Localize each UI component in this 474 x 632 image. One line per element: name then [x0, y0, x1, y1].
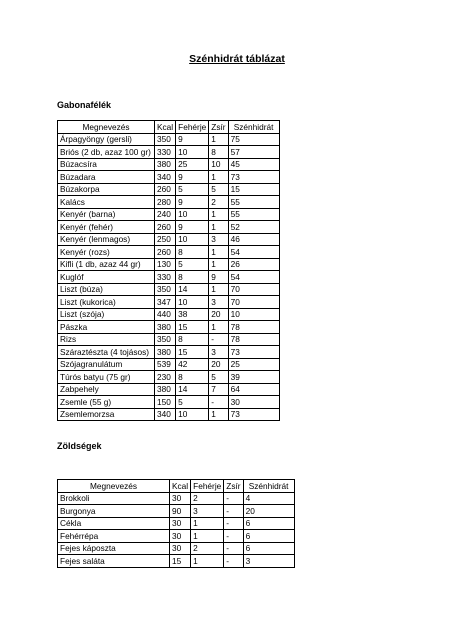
table-row — [58, 183, 280, 196]
table-row — [58, 383, 280, 396]
table-cell: 2 — [191, 542, 224, 555]
table-cell: 350 — [155, 283, 176, 296]
table-cell: Kuglóf — [58, 271, 155, 284]
table-cell: 38 — [176, 308, 209, 321]
table-cell: 380 — [155, 383, 176, 396]
table-cell: 280 — [155, 196, 176, 209]
table-cell: 52 — [228, 221, 279, 234]
table-cell: 3 — [209, 346, 228, 359]
column-header: Szénhidrát — [228, 121, 279, 134]
table-cell: 20 — [243, 505, 294, 518]
table-cell: 240 — [155, 208, 176, 221]
table-row — [58, 271, 280, 284]
table-cell: 340 — [155, 408, 176, 421]
table-cell: 2 — [209, 196, 228, 209]
table-cell: 54 — [228, 246, 279, 259]
table-cell: 42 — [176, 358, 209, 371]
table-cell: 250 — [155, 233, 176, 246]
column-header: Zsír — [224, 480, 243, 493]
table-cell: 57 — [228, 146, 279, 159]
table-cell: 73 — [228, 171, 279, 184]
table-cell: 330 — [155, 271, 176, 284]
table-row — [58, 408, 280, 421]
table-cell: 25 — [176, 158, 209, 171]
table-cell: Brokkoli — [58, 492, 170, 505]
table-cell: 30 — [170, 492, 191, 505]
table-cell: Fehérrépa — [58, 530, 170, 543]
section-heading-zoldsegek: Zöldségek — [57, 441, 102, 451]
table-cell: - — [224, 555, 243, 568]
column-header: Zsír — [209, 121, 228, 134]
table-cell: - — [224, 530, 243, 543]
table-cell: 8 — [176, 271, 209, 284]
column-header: Szénhidrát — [243, 480, 294, 493]
table-cell: 1 — [209, 258, 228, 271]
table-cell: Zsemle (55 g) — [58, 396, 155, 409]
table-cell: 9 — [209, 271, 228, 284]
table-cell: 1 — [191, 517, 224, 530]
table-cell: 30 — [170, 517, 191, 530]
table-cell: Száraztészta (4 tojásos) — [58, 346, 155, 359]
table-cell: 330 — [155, 146, 176, 159]
table-row — [58, 333, 280, 346]
column-header: Kcal — [155, 121, 176, 134]
table-cell: 5 — [209, 371, 228, 384]
table-cell: Szójagranulátum — [58, 358, 155, 371]
table-cell: 1 — [209, 221, 228, 234]
table-cell: Árpagyöngy (gersli) — [58, 133, 155, 146]
table-cell: 78 — [228, 321, 279, 334]
table-cell: 130 — [155, 258, 176, 271]
table-cell: 55 — [228, 196, 279, 209]
table-cell: 1 — [209, 246, 228, 259]
table-row — [58, 283, 280, 296]
table-cell: 9 — [176, 133, 209, 146]
table-cell: 5 — [209, 183, 228, 196]
table-cell: Búzacsíra — [58, 158, 155, 171]
table-header-row — [58, 121, 280, 134]
table-row — [58, 146, 280, 159]
table-cell: 8 — [176, 246, 209, 259]
table-cell: 20 — [209, 308, 228, 321]
table-cell: 5 — [176, 258, 209, 271]
table-header-row — [58, 480, 295, 493]
table-cell: 9 — [176, 171, 209, 184]
table-cell: 15 — [176, 346, 209, 359]
table-cell: 539 — [155, 358, 176, 371]
table-cell: 1 — [209, 171, 228, 184]
table-cell: 10 — [176, 146, 209, 159]
table-row — [58, 371, 280, 384]
table-cell: 1 — [209, 283, 228, 296]
table-cell: 350 — [155, 133, 176, 146]
table-cell: 20 — [209, 358, 228, 371]
table-cell: 26 — [228, 258, 279, 271]
column-header: Fehérje — [176, 121, 209, 134]
table-cell: 10 — [176, 408, 209, 421]
table-cell: 64 — [228, 383, 279, 396]
table-cell: 440 — [155, 308, 176, 321]
table-cell: Burgonya — [58, 505, 170, 518]
table-cell: 39 — [228, 371, 279, 384]
table-cell: 260 — [155, 183, 176, 196]
table-cell: Búzakorpa — [58, 183, 155, 196]
table-row — [58, 296, 280, 309]
table-cell: Fejes káposzta — [58, 542, 170, 555]
table-cell: 5 — [176, 396, 209, 409]
table-row — [58, 505, 295, 518]
table-row — [58, 530, 295, 543]
table-cell: 90 — [170, 505, 191, 518]
table-cell: 6 — [243, 517, 294, 530]
table-cell: 6 — [243, 542, 294, 555]
table-row — [58, 555, 295, 568]
table-cell: 380 — [155, 321, 176, 334]
table-cell: 15 — [176, 321, 209, 334]
table-cell: 8 — [176, 333, 209, 346]
table-cell: Pászka — [58, 321, 155, 334]
table-cell: - — [224, 517, 243, 530]
table-row — [58, 171, 280, 184]
table-row — [58, 396, 280, 409]
table-cell: 2 — [191, 492, 224, 505]
table-cell: Kenyér (lenmagos) — [58, 233, 155, 246]
table-cell: 7 — [209, 383, 228, 396]
table-cell: 8 — [209, 146, 228, 159]
table-cell: 14 — [176, 383, 209, 396]
table-cell: Liszt (búza) — [58, 283, 155, 296]
table-cell: 30 — [170, 530, 191, 543]
nutrition-table-vegetables — [57, 479, 295, 568]
table-cell: 1 — [209, 133, 228, 146]
table-row — [58, 517, 295, 530]
table-cell: 70 — [228, 296, 279, 309]
table-cell: 8 — [176, 371, 209, 384]
table-cell: 30 — [170, 542, 191, 555]
table-cell: Zsemlemorzsa — [58, 408, 155, 421]
column-header: Megnevezés — [58, 480, 170, 493]
table-cell: 340 — [155, 171, 176, 184]
table-cell: 73 — [228, 408, 279, 421]
table-cell: 1 — [209, 408, 228, 421]
table-cell: Fejes saláta — [58, 555, 170, 568]
table-cell: 150 — [155, 396, 176, 409]
column-header: Kcal — [170, 480, 191, 493]
table-cell: 6 — [243, 530, 294, 543]
table-cell: 10 — [176, 296, 209, 309]
table-cell: Liszt (szója) — [58, 308, 155, 321]
table-cell: 3 — [209, 233, 228, 246]
table-cell: - — [224, 505, 243, 518]
table-cell: Túrós batyu (75 gr) — [58, 371, 155, 384]
table-cell: 10 — [176, 233, 209, 246]
column-header: Fehérje — [191, 480, 224, 493]
table-cell: 10 — [176, 208, 209, 221]
table-cell: 350 — [155, 333, 176, 346]
table-cell: 260 — [155, 221, 176, 234]
table-cell: 15 — [170, 555, 191, 568]
table-row — [58, 492, 295, 505]
table-row — [58, 308, 280, 321]
table-cell: 14 — [176, 283, 209, 296]
table-cell: Liszt (kukorica) — [58, 296, 155, 309]
column-header: Megnevezés — [58, 121, 155, 134]
table-cell: 347 — [155, 296, 176, 309]
table-cell: Briós (2 db, azaz 100 gr) — [58, 146, 155, 159]
table-cell: 3 — [243, 555, 294, 568]
table-row — [58, 258, 280, 271]
table-cell: Kenyér (rozs) — [58, 246, 155, 259]
table-cell: 5 — [176, 183, 209, 196]
table-row — [58, 196, 280, 209]
table-row — [58, 246, 280, 259]
table-cell: 78 — [228, 333, 279, 346]
table-row — [58, 358, 280, 371]
table-row — [58, 321, 280, 334]
table-cell: Búzadara — [58, 171, 155, 184]
table-row — [58, 158, 280, 171]
table-cell: 55 — [228, 208, 279, 221]
table-cell: 4 — [243, 492, 294, 505]
table-row — [58, 208, 280, 221]
table-cell: Kenyér (fehér) — [58, 221, 155, 234]
table-cell: - — [224, 492, 243, 505]
table-cell: Kalács — [58, 196, 155, 209]
table-cell: 9 — [176, 196, 209, 209]
table-cell: 70 — [228, 283, 279, 296]
table-row — [58, 221, 280, 234]
table-cell: - — [209, 333, 228, 346]
table-cell: 1 — [209, 208, 228, 221]
table-cell: Kenyér (barna) — [58, 208, 155, 221]
table-cell: 3 — [209, 296, 228, 309]
table-cell: 3 — [191, 505, 224, 518]
table-cell: Cékla — [58, 517, 170, 530]
table-row — [58, 542, 295, 555]
table-cell: 1 — [191, 530, 224, 543]
table-cell: 45 — [228, 158, 279, 171]
section-heading-gabonafelek: Gabonafélék — [57, 100, 112, 110]
table-cell: 1 — [209, 321, 228, 334]
table-cell: 9 — [176, 221, 209, 234]
table-cell: Rizs — [58, 333, 155, 346]
table-cell: 260 — [155, 246, 176, 259]
table-row — [58, 133, 280, 146]
table-cell: 30 — [228, 396, 279, 409]
table-cell: - — [209, 396, 228, 409]
table-cell: 15 — [228, 183, 279, 196]
table-cell: Kifli (1 db, azaz 44 gr) — [58, 258, 155, 271]
table-cell: 380 — [155, 158, 176, 171]
table-cell: 75 — [228, 133, 279, 146]
table-cell: 46 — [228, 233, 279, 246]
table-row — [58, 346, 280, 359]
table-cell: 10 — [228, 308, 279, 321]
table-cell: 54 — [228, 271, 279, 284]
table-cell: 1 — [191, 555, 224, 568]
table-cell: 380 — [155, 346, 176, 359]
table-row — [58, 233, 280, 246]
page-title: Szénhidrát táblázat — [189, 53, 285, 65]
table-cell: 25 — [228, 358, 279, 371]
table-cell: 10 — [209, 158, 228, 171]
table-cell: 73 — [228, 346, 279, 359]
nutrition-table-grains — [57, 120, 280, 421]
table-cell: 230 — [155, 371, 176, 384]
table-cell: Zabpehely — [58, 383, 155, 396]
table-cell: - — [224, 542, 243, 555]
